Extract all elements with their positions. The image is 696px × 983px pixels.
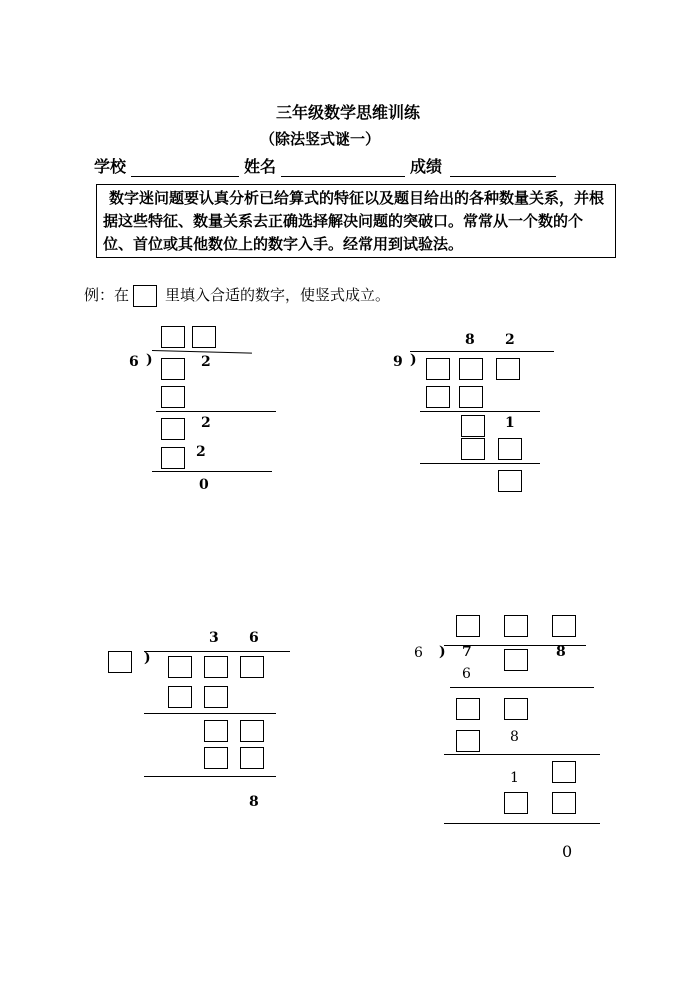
product-box[interactable]: [456, 730, 480, 752]
product-box[interactable]: [552, 792, 576, 814]
quotient-box[interactable]: [192, 326, 216, 348]
product-digit: 8: [510, 729, 519, 745]
subtraction-line: [444, 823, 600, 824]
dividend-box[interactable]: [496, 358, 520, 380]
product-box[interactable]: [161, 386, 185, 408]
example-box: [133, 285, 157, 307]
dividend-box[interactable]: [504, 649, 528, 671]
divisor: 6: [129, 354, 139, 370]
quotient-digit: 8: [465, 332, 475, 348]
product-box[interactable]: [204, 747, 228, 769]
remainder-digit: 1: [505, 415, 515, 431]
product-box[interactable]: [504, 792, 528, 814]
product-box[interactable]: [168, 686, 192, 708]
dividend-digit: 7: [462, 644, 472, 660]
dividend-box[interactable]: [161, 358, 185, 380]
quotient-box[interactable]: [504, 615, 528, 637]
quotient-digit: 6: [249, 630, 259, 646]
dividend-box[interactable]: [168, 656, 192, 678]
subtraction-line: [450, 687, 594, 688]
remainder-box[interactable]: [161, 418, 185, 440]
dividend-box[interactable]: [459, 358, 483, 380]
product-box[interactable]: [459, 386, 483, 408]
subtraction-line: [444, 754, 600, 755]
quotient-digit: 2: [505, 332, 515, 348]
division-bar: [144, 651, 290, 652]
subtraction-line: [144, 713, 276, 714]
score-label: 成绩: [410, 157, 443, 176]
product-box[interactable]: [426, 386, 450, 408]
page-subtitle: （除法竖式谜一）: [259, 130, 380, 148]
dividend-box[interactable]: [426, 358, 450, 380]
divisor-box[interactable]: [108, 651, 132, 673]
subtraction-line: [152, 471, 272, 472]
school-label: 学校: [94, 157, 127, 176]
score-field[interactable]: [450, 156, 556, 177]
quotient-box[interactable]: [552, 615, 576, 637]
remainder-box[interactable]: [461, 415, 485, 437]
product-box[interactable]: [461, 438, 485, 460]
dividend-box[interactable]: [240, 656, 264, 678]
remainder-digit: 2: [201, 415, 211, 431]
page-title: 三年级数学思维训练: [275, 103, 420, 122]
name-field[interactable]: [281, 156, 405, 177]
product-box[interactable]: [240, 747, 264, 769]
final-remainder: 0: [199, 477, 209, 493]
final-remainder: 0: [562, 842, 573, 861]
dividend-digit: 8: [556, 644, 566, 660]
divisor: 9: [393, 354, 403, 370]
division-bracket: ): [410, 352, 417, 368]
remainder-box[interactable]: [240, 720, 264, 742]
remainder-digit: 1: [510, 770, 519, 786]
intro-box: 数字迷问题要认真分析已给算式的特征以及题目给出的各种数量关系，并根据这些特征、数量关系去正确选择解决问题的突破口。常常从一个数的个位、首位或其他数位上的数字入手。经常用到试验法。: [96, 184, 616, 258]
division-bracket: ): [144, 650, 151, 666]
divisor: 6: [414, 645, 423, 661]
product-box[interactable]: [204, 686, 228, 708]
product-digit: 2: [196, 444, 206, 460]
example-line: [84, 284, 390, 307]
subtraction-line: [420, 411, 540, 412]
product-digit: 6: [462, 666, 471, 682]
example-suffix: 里填入合适的数字，使竖式成立。: [165, 286, 391, 304]
dividend-digit: 2: [201, 354, 211, 370]
remainder-box[interactable]: [456, 698, 480, 720]
product-box[interactable]: [498, 438, 522, 460]
subtraction-line: [156, 411, 276, 412]
subtraction-line: [144, 776, 276, 777]
name-label: 姓名: [244, 157, 277, 176]
remainder-box[interactable]: [204, 720, 228, 742]
subtraction-line: [420, 463, 540, 464]
remainder-box[interactable]: [552, 761, 576, 783]
school-field[interactable]: [131, 156, 239, 177]
division-bar: [410, 351, 554, 352]
example-prefix: 例：在: [84, 286, 130, 304]
remainder-box[interactable]: [504, 698, 528, 720]
quotient-box[interactable]: [161, 326, 185, 348]
product-box[interactable]: [161, 447, 185, 469]
dividend-box[interactable]: [204, 656, 228, 678]
division-bracket: ): [439, 644, 446, 660]
quotient-digit: 3: [209, 630, 219, 646]
quotient-box[interactable]: [456, 615, 480, 637]
division-bracket: ): [146, 352, 153, 368]
final-remainder: 8: [249, 794, 259, 810]
final-remainder-box[interactable]: [498, 470, 522, 492]
